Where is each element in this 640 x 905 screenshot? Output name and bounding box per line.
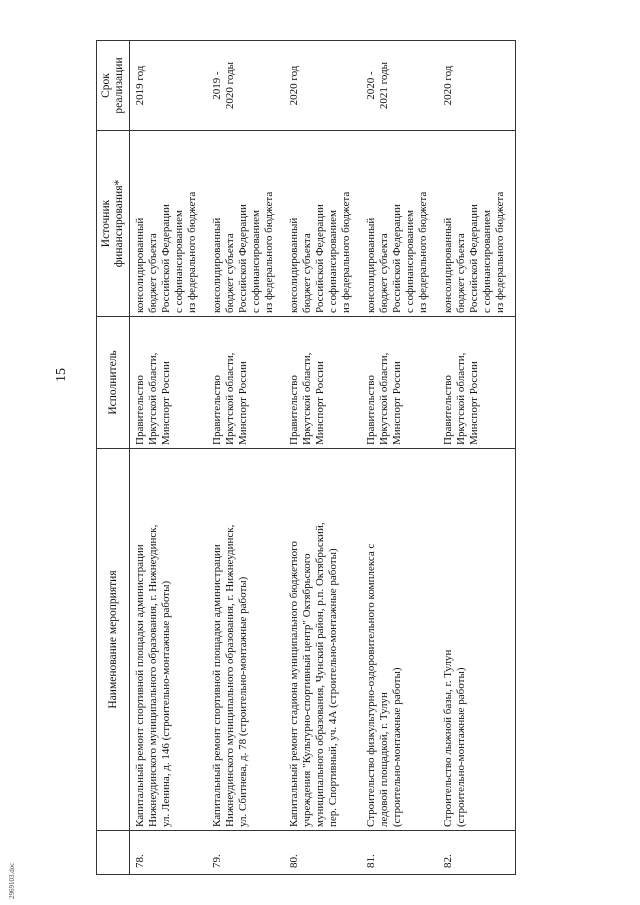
table-row [207,41,284,875]
header-executor: Исполнитель [97,317,130,449]
executor-line: Иркутской области, [455,352,467,445]
table-body [130,41,516,875]
funding-source-line: консолидированный [211,217,223,313]
funding-source-line: с софинансированием [327,209,339,313]
executor-line: Правительство [365,375,377,445]
page-number: 15 [54,368,69,382]
executor-line: Правительство [211,375,223,445]
executor-line: Иркутской области, [301,352,313,445]
funding-source-line: из федерального бюджета [186,191,198,313]
funding-source-line: Российской Федерации [160,204,172,313]
header-num [97,831,130,875]
executor-line: Правительство [442,375,454,445]
header-period [97,41,130,131]
executor-line: Минспорт России [391,361,403,445]
period-line: 2020 год [288,65,300,106]
funding-source-line: бюджет субъекта [455,233,467,313]
funding-source-line: бюджет субъекта [147,233,159,313]
table-header-row [97,41,130,875]
measure-name-line: ул. Сбитнева, д. 78 (строительно-монтажные работы) [237,576,249,827]
executor-line: Минспорт России [237,361,249,445]
funding-source-line: из федерального бюджета [417,191,429,313]
measure-name-line: ул. Ленина, д. 146 (строительно-монтажные работы) [160,580,172,827]
measure-name-line: Нижнеудинского муниципального образования, г. Нижнеудинск, [224,524,236,827]
measure-name-line: (строительно-монтажные работы) [391,667,403,827]
funding-source-line: из федерального бюджета [340,191,352,313]
funding-source-line: бюджет субъекта [378,233,390,313]
row-number: 79. [207,831,284,875]
funding-source-line: консолидированный [134,217,146,313]
funding-source-line: с софинансированием [481,209,493,313]
measure-name-line: пер. Спортивный, уч. 4А (строительно-монтажные работы) [327,548,339,827]
funding-source-line: бюджет субъекта [301,233,313,313]
executor-line: Иркутской области, [224,352,236,445]
header-name: Наименование мероприятия [97,449,130,831]
executor-line: Минспорт России [160,361,172,445]
measures-table [96,40,516,875]
executor-line: Минспорт России [314,361,326,445]
implementation-period [130,41,208,131]
funding-source-line: из федерального бюджета [263,191,275,313]
measure-name-line: (строительно-монтажные работы) [455,667,467,827]
funding-source-line: бюджет субъекта [224,233,236,313]
implementation-period [438,41,516,131]
measure-name [438,449,516,831]
measure-name-line: Строительство физкультурно-оздоровительного комплекса с [365,543,377,827]
table-row [130,41,208,875]
funding-source-line: Российской Федерации [391,204,403,313]
period-line: 2021 годы [378,61,390,110]
funding-source [438,131,516,317]
header-source-line: Источник [100,199,112,248]
header-period-line: Срок [100,73,112,98]
executor-line: Правительство [134,375,146,445]
funding-source [361,131,438,317]
measure-name [361,449,438,831]
table-row [361,41,438,875]
implementation-period [207,41,284,131]
funding-source-line: консолидированный [365,217,377,313]
row-number: 81. [361,831,438,875]
executor [284,317,361,449]
measure-name [207,449,284,831]
funding-source-line: с софинансированием [173,209,185,313]
executor [130,317,208,449]
funding-source-line: с софинансированием [404,209,416,313]
period-line: 2020 годы [224,61,236,110]
header-period-line: реализации [113,57,125,114]
row-number: 80. [284,831,361,875]
executor-line: Минспорт России [468,361,480,445]
executor-line: Правительство [288,375,300,445]
measure-name [130,449,208,831]
measure-name-line: Капитальный ремонт стадиона муниципального бюджетного [288,541,300,827]
measure-name-line: муниципального образования, Чунский район, р.п. Октябрьский, [314,522,326,827]
table-row [438,41,516,875]
implementation-period [361,41,438,131]
header-source [97,131,130,317]
table-row [284,41,361,875]
funding-source-line: Российской Федерации [314,204,326,313]
measure-name-line: Капитальный ремонт спортивной площадки администрации [211,544,223,827]
measure-name-line: Капитальный ремонт спортивной площадки администрации [134,544,146,827]
funding-source [130,131,208,317]
funding-source-line: из федерального бюджета [494,191,506,313]
executor [438,317,516,449]
funding-source-line: Российской Федерации [468,204,480,313]
period-line: 2019 год [134,65,146,106]
funding-source-line: консолидированный [288,217,300,313]
executor [361,317,438,449]
measure-name-line: ледовой площадкой, г. Тулун [378,692,390,827]
funding-source-line: с софинансированием [250,209,262,313]
measure-name-line: Строительство лыжной базы, г. Тулун [442,649,454,827]
row-number: 78. [130,831,208,875]
period-line: 2020 - [365,71,377,100]
funding-source [207,131,284,317]
file-code: 2969103.doc [8,862,16,899]
implementation-period [284,41,361,131]
period-line: 2020 год [442,65,454,106]
funding-source-line: Российской Федерации [237,204,249,313]
executor [207,317,284,449]
funding-source-line: консолидированный [442,217,454,313]
measure-name-line: учреждения "Культурно-спортивный центр" Октябрьского [301,553,313,827]
measure-name-line: Нижнеудинского муниципального образования, г. Нижнеудинск, [147,524,159,827]
header-source-line: финансирования* [113,179,125,268]
executor-line: Иркутской области, [378,352,390,445]
funding-source [284,131,361,317]
executor-line: Иркутской области, [147,352,159,445]
period-line: 2019 - [211,71,223,100]
row-number: 82. [438,831,516,875]
measure-name [284,449,361,831]
